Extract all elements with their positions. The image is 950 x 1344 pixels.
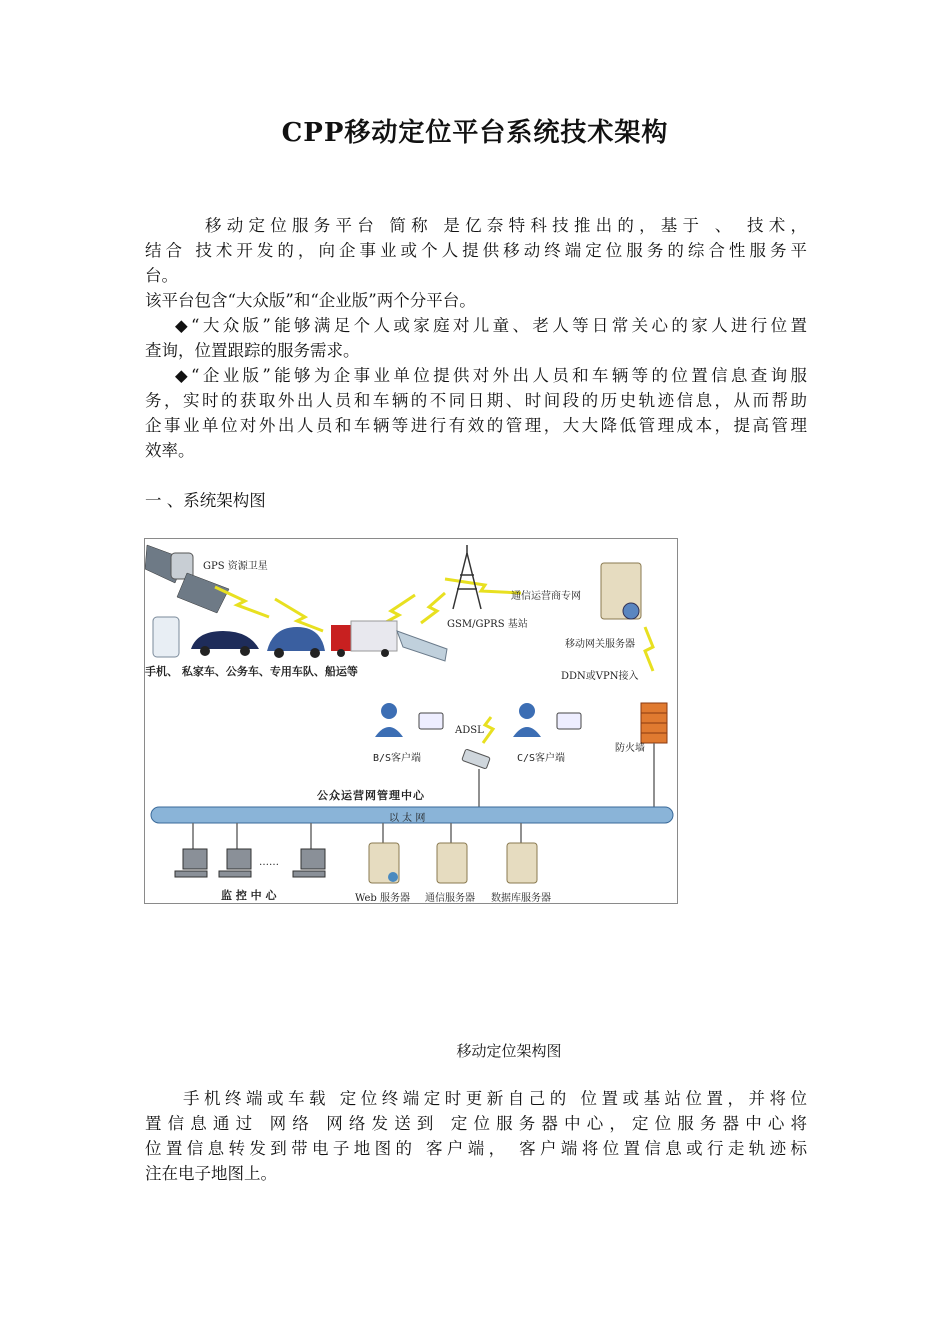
cs-user-icon <box>513 703 581 737</box>
bullet2-line-3: 企事业单位对外出人员和车辆等进行有效的管理，大大降低管理成本，提高管理 <box>145 416 807 435</box>
label-bs-client: B/S客户端 <box>373 753 422 764</box>
para2-line-1: 手机终端或车载 定位终端定时更新自己的 位置或基站位置，并将位 <box>183 1089 807 1108</box>
car-icon <box>191 627 325 658</box>
label-comm-server: 通信服务器 <box>425 893 475 904</box>
intro-line-2: 结合 技术开发的，向企事业或个人提供移动终端定位服务的综合性服务平 <box>145 241 807 260</box>
bs-user-icon <box>375 703 443 737</box>
truck-icon <box>331 621 397 657</box>
bullet1-line-1: ◆“大众版”能够满足个人或家庭对儿童、老人等日常关心的家人进行位置 <box>175 316 807 335</box>
label-cs-client: C/S客户端 <box>517 753 566 764</box>
label-firewall: 防火墙 <box>615 743 645 754</box>
server-icon <box>601 563 641 619</box>
section-heading: 一 、系统架构图 <box>145 491 266 510</box>
intro-line-3: 台。 <box>145 266 178 285</box>
intro-line-4: 该平台包含“大众版”和“企业版”两个分平台。 <box>145 291 476 310</box>
label-monitor-center: 监 控 中 心 <box>221 889 277 902</box>
label-gps: GPS 资源卫星 <box>203 561 268 572</box>
para2-line-4: 注在电子地图上。 <box>145 1164 277 1183</box>
tower-icon <box>453 545 481 609</box>
label-dots: …… <box>259 857 279 868</box>
satellite-icon <box>145 545 229 613</box>
label-carrier: 通信运营商专网 <box>511 591 581 602</box>
page-title: CPP移动定位平台系统技术架构 <box>281 118 669 148</box>
para2-line-2: 置信息通过 网络 网络发送到 定位服务器中心，定位服务器中心将 <box>145 1114 807 1133</box>
para2-line-3: 位置信息转发到带电子地图的 客户端， 客户端将位置信息或行走轨迹标 <box>145 1139 807 1158</box>
architecture-diagram <box>144 538 678 904</box>
label-tower: GSM/GPRS 基站 <box>447 619 528 630</box>
bullet2-line-2: 务，实时的获取外出人员和车辆的不同日期、时间段的历史轨迹信息，从而帮助 <box>145 391 807 410</box>
label-terminals: 手机、 私家车、公务车、专用车队、船运等 <box>145 665 358 678</box>
bullet2-line-4: 效率。 <box>145 441 195 460</box>
diagram-graphics <box>145 539 677 903</box>
workstation-icon <box>175 849 325 877</box>
label-web-server: Web 服务器 <box>355 893 410 904</box>
bullet2-line-1: ◆“企业版”能够为企事业单位提供对外出人员和车辆等的位置信息查询服 <box>175 366 807 385</box>
label-db-server: 数据库服务器 <box>491 893 551 904</box>
label-adsl: ADSL <box>455 725 484 736</box>
firewall-icon <box>641 703 667 743</box>
ship-icon <box>397 631 447 661</box>
intro-line-1: 移动定位服务平台 简称 是亿奈特科技推出的，基于 、 技术， <box>205 216 807 235</box>
router-icon <box>462 749 491 769</box>
globe-icon <box>388 872 398 882</box>
label-ethernet: 以 太 网 <box>389 813 426 824</box>
bullet1-line-2: 查询，位置跟踪的服务需求。 <box>145 341 360 360</box>
label-gateway: 移动网关服务器 <box>565 639 635 650</box>
label-public-center: 公众运营网管理中心 <box>317 789 425 802</box>
figure-caption: 移动定位架构图 <box>456 1042 562 1060</box>
label-ddn: DDN或VPN接入 <box>561 671 639 682</box>
phone-icon <box>153 617 179 657</box>
